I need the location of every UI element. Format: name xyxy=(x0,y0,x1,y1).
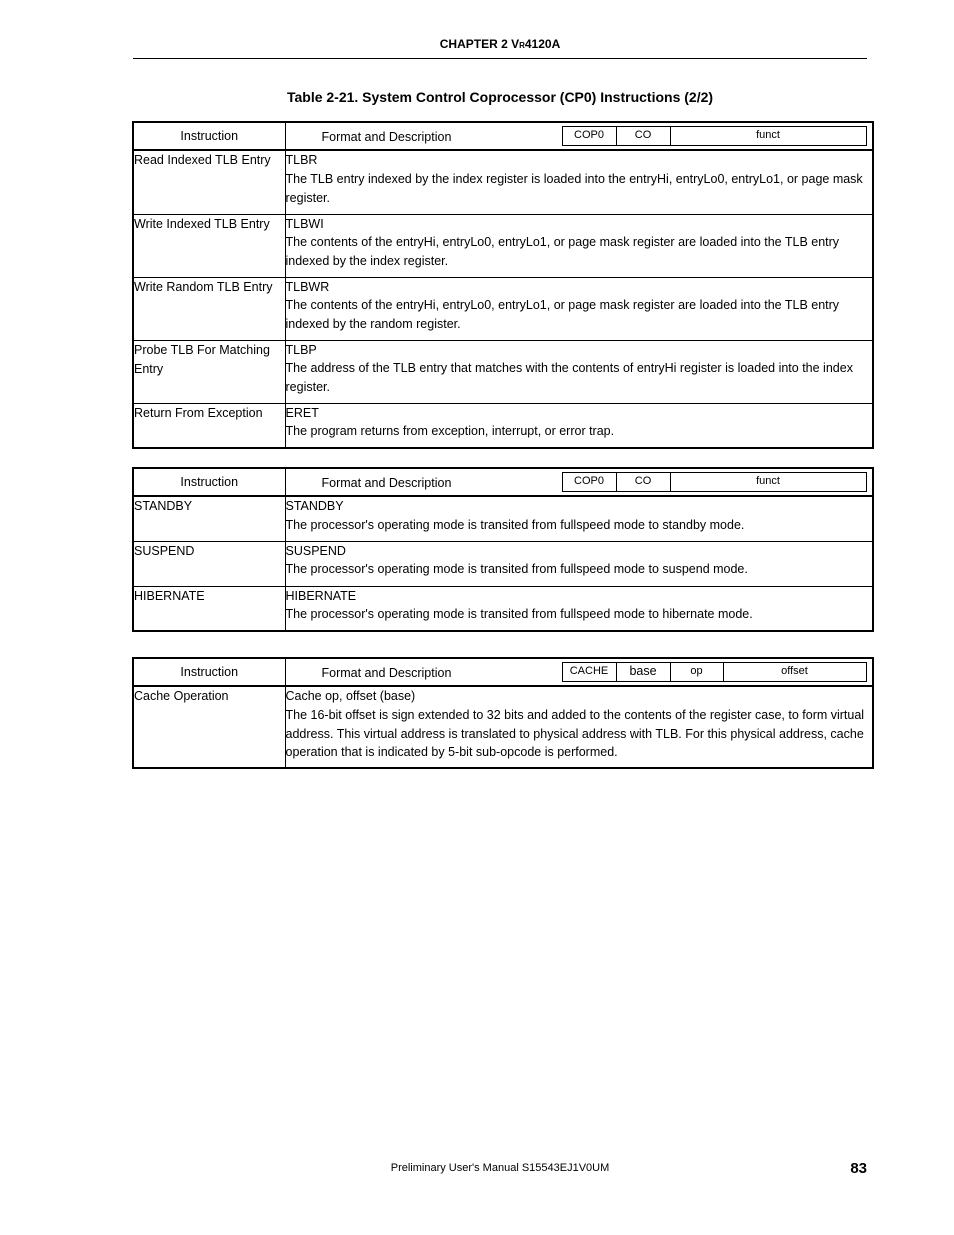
field-funct: funct xyxy=(756,475,780,487)
field-offset: offset xyxy=(781,665,808,677)
description-text: The TLB entry indexed by the index register is loaded into the entryHi, entryLo0, entryLo1, or page mask register. xyxy=(285,171,863,205)
cp0-power-mode-table xyxy=(132,467,874,632)
table-title: Table 2-21. System Control Coprocessor (CP0) Instructions (2/2) xyxy=(286,89,714,105)
instruction-format-fields xyxy=(562,662,867,682)
mnemonic: STANDBY xyxy=(285,499,344,513)
description-text: The processor's operating mode is transited from fullspeed mode to standby mode. xyxy=(285,517,745,532)
format-column-header xyxy=(285,122,873,150)
table-row xyxy=(133,277,873,340)
mnemonic: TLBWI xyxy=(285,216,324,231)
table-header-row xyxy=(133,658,873,686)
format-column-header xyxy=(285,658,873,686)
format-column-header xyxy=(285,468,873,496)
model-label: 4120A xyxy=(524,37,561,51)
field-co: CO xyxy=(617,473,671,491)
field-cop0: COP0 xyxy=(563,473,617,491)
cp0-tlb-table xyxy=(132,121,874,449)
mnemonic: ERET xyxy=(285,405,319,420)
instruction-description xyxy=(285,214,873,277)
page-footer: Preliminary User's Manual S15543EJ1V0UM xyxy=(390,1162,610,1174)
format-description-label: Format and Description xyxy=(321,666,452,680)
instruction-name: SUSPEND xyxy=(133,541,285,586)
page-header xyxy=(133,36,867,59)
format-description-label: Format and Description xyxy=(321,476,452,490)
table-row xyxy=(133,150,873,214)
description-text: The contents of the entryHi, entryLo0, entryLo1, or page mask register are loaded into the TLB entry indexed by the index register. xyxy=(285,235,840,269)
table-row xyxy=(133,496,873,541)
instruction-description xyxy=(285,150,873,214)
table-header-row xyxy=(133,468,873,496)
table-row xyxy=(133,214,873,277)
instruction-name: Probe TLB For Matching Entry xyxy=(133,340,285,403)
instruction-description xyxy=(285,277,873,340)
instruction-format-fields xyxy=(562,126,867,146)
instruction-column-header: Instruction xyxy=(133,658,285,686)
description-text: The address of the TLB entry that matches with the contents of entryHi register is loaded into the index register. xyxy=(285,361,853,395)
format-description-label: Format and Description xyxy=(321,130,452,144)
table-row xyxy=(133,340,873,403)
instruction-description xyxy=(285,340,873,403)
description-text: The 16-bit offset is sign extended to 32 bits and added to the contents of the register case, to form virtual address. This virtual address is translated to physical address with TLB. For this physical address, cache operation that is indicated by 5-bit sub-opcode is performed. xyxy=(285,707,865,760)
table-row xyxy=(133,586,873,631)
mnemonic: SUSPEND xyxy=(285,543,346,558)
instruction-name: Return From Exception xyxy=(133,403,285,448)
field-funct: funct xyxy=(756,129,780,141)
description-text: The processor's operating mode is transited from fullspeed mode to suspend mode. xyxy=(285,562,748,577)
instruction-description xyxy=(285,541,873,586)
mnemonic: TLBR xyxy=(285,153,318,167)
mnemonic: Cache op, offset (base) xyxy=(285,689,416,703)
table-header-row xyxy=(133,122,873,150)
instruction-description xyxy=(285,403,873,448)
table-row xyxy=(133,403,873,448)
field-co: CO xyxy=(617,127,671,145)
description-text: The processor's operating mode is transited from fullspeed mode to hibernate mode. xyxy=(285,607,753,622)
instruction-name: Read Indexed TLB Entry xyxy=(133,150,285,214)
instruction-name: Write Random TLB Entry xyxy=(133,277,285,340)
instruction-name: HIBERNATE xyxy=(133,586,285,631)
description-text: The program returns from exception, interrupt, or error trap. xyxy=(285,424,615,439)
page-number: 83 xyxy=(850,1160,867,1177)
mnemonic: HIBERNATE xyxy=(285,588,357,603)
field-op: op xyxy=(671,663,724,681)
cache-operation-table xyxy=(132,657,874,769)
table-row xyxy=(133,541,873,586)
description-text: The contents of the entryHi, entryLo0, entryLo1, or page mask register are loaded into the TLB entry indexed by the random register. xyxy=(285,298,840,332)
instruction-name: Write Indexed TLB Entry xyxy=(133,214,285,277)
instruction-column-header: Instruction xyxy=(133,122,285,150)
instruction-format-fields xyxy=(562,472,867,492)
instruction-name: STANDBY xyxy=(133,496,285,541)
chapter-label: CHAPTER 2 V xyxy=(439,37,520,51)
mnemonic: TLBP xyxy=(285,342,317,357)
field-cop0: COP0 xyxy=(563,127,617,145)
mnemonic: TLBWR xyxy=(285,279,330,294)
model-subscript: R xyxy=(519,41,525,50)
instruction-column-header: Instruction xyxy=(133,468,285,496)
instruction-description xyxy=(285,586,873,631)
field-base: base xyxy=(617,663,671,681)
instruction-description xyxy=(285,496,873,541)
instruction-name: Cache Operation xyxy=(133,686,285,768)
instruction-description xyxy=(285,686,873,768)
field-cache: CACHE xyxy=(563,663,617,681)
table-row xyxy=(133,686,873,768)
